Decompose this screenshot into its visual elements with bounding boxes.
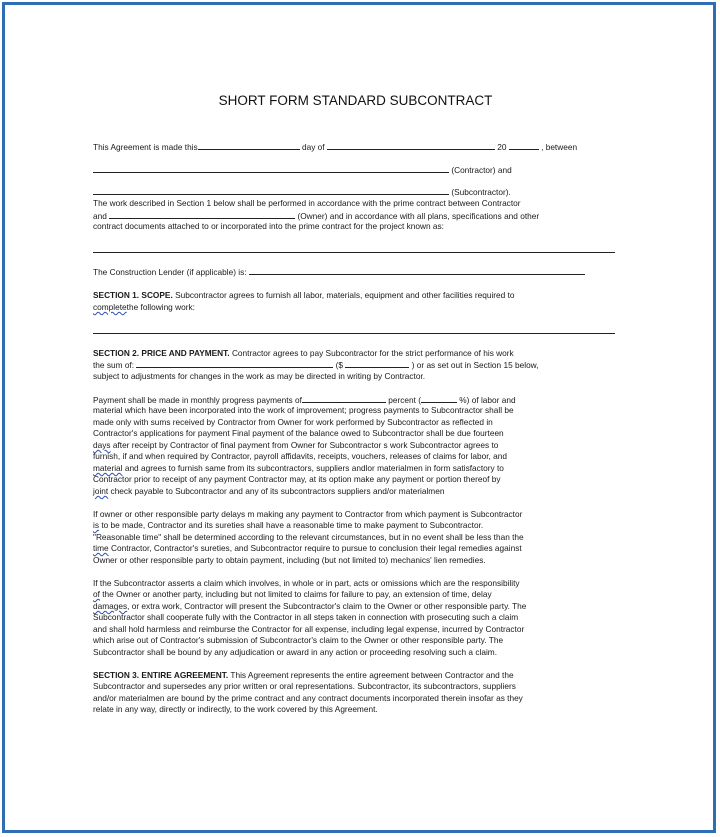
- agreement-year-blank[interactable]: [509, 141, 539, 150]
- section-2-heading: SECTION 2. PRICE AND PAYMENT.: [93, 348, 230, 358]
- section-3-line-2: Subcontractor and supersedes any prior written or oral representations. Subcontractor, its subcontractors, suppliers: [93, 681, 516, 691]
- agreement-month-blank[interactable]: [327, 141, 495, 150]
- claim-line-6: which arise out of Contractor's submission of Subcontractor's claim to the Owner or other responsible party. The: [93, 635, 504, 645]
- claim-line-4: Subcontractor shall cooperate fully with the Contractor in all steps taken in connection with prosecuting such a claim: [93, 612, 519, 622]
- project-name-blank[interactable]: [93, 252, 615, 253]
- payment-line-7: material and agrees to furnish same from its subcontractors, suppliers andlor materialmen in form satisfactory to: [93, 463, 504, 473]
- sum-amount-blank[interactable]: [345, 359, 409, 368]
- scope-work-blank[interactable]: [93, 333, 615, 334]
- claim-line-7: Subcontractor shall be bound by any adjudication or award in any action or proceeding resolving such a claim.: [93, 647, 498, 657]
- delay-line-4: time Contractor, Contractor's sureties, and Subcontractor require to pursue to conclusion their legal remedies against: [93, 543, 522, 553]
- percent-words-blank[interactable]: [302, 394, 386, 403]
- section-3-line-1: SECTION 3. ENTIRE AGREEMENT. This Agreement represents the entire agreement between Contractor and the: [93, 670, 514, 680]
- payment-line-6: furnish, if and when required by Contractor, payroll affidavits, receipts, vouchers, releases of claims for labor, and: [93, 451, 507, 461]
- section-3-line-3: and/or materialmen are bound by the prime contract and any contract documents incorporated therein insofar as they: [93, 693, 523, 703]
- claim-line-5: and shall hold harmless and reimburse the Contractor for all expense, including legal expense, incurred by Contractor: [93, 624, 525, 634]
- section-1-heading: SECTION 1. SCOPE.: [93, 290, 173, 300]
- delay-line-3: "Reasonable time" shall be determined according to the relevant circumstances, but in no event shall be less than the: [93, 532, 524, 542]
- subcontractor-blank[interactable]: [93, 186, 449, 195]
- owner-blank[interactable]: [109, 210, 295, 219]
- payment-line-3: made only with sums received by Contractor from Owner for work performed by Subcontractor as reflected in: [93, 417, 493, 427]
- agreement-date-line: This Agreement is made this day of 20 , between: [93, 142, 578, 152]
- document-title: SHORT FORM STANDARD SUBCONTRACT: [218, 93, 493, 108]
- work-text-line: The work described in Section 1 below shall be performed in accordance with the prime contract between Contractor: [93, 198, 521, 208]
- agreement-day-blank[interactable]: [198, 141, 300, 150]
- contractor-blank[interactable]: [93, 164, 449, 173]
- payment-line-5: days after receipt by Contractor of final payment from Owner for Subcontractor s work Subcontractor agrees to: [93, 440, 499, 450]
- payment-line-8: Contractor prior to receipt of any payment Contractor may, at its option make any payment or portion thereof by: [93, 474, 501, 484]
- payment-line-2: material which have been incorporated into the work of improvement; progress payments to Subcontractor shall be: [93, 405, 514, 415]
- owner-line: and (Owner) and in accordance with all plans, specifications and other: [93, 211, 540, 221]
- lender-line: The Construction Lender (if applicable) is:: [93, 266, 585, 278]
- delay-line-2: is to be made, Contractor and its sureties shall have a reasonable time to make payment to Subcontractor.: [93, 520, 484, 530]
- contractor-line: (Contractor) and: [93, 164, 512, 176]
- section-2-line-3: subject to adjustments for changes in the work as may be directed in writing by Contractor.: [93, 371, 426, 381]
- claim-line-3: damages, or extra work, Contractor will present the Subcontractor's claim to the Owner or other responsible party. The: [93, 601, 527, 611]
- section-3-line-4: relate in any way, directly or indirectly, to the work covered by this Agreement.: [93, 704, 378, 714]
- payment-line-4: Contractor's applications for payment Final payment of the balance owed to Subcontractor shall be due fourteen: [93, 428, 504, 438]
- section-2-line-2: the sum of: ($ ) or as set out in Section 15 below,: [93, 360, 539, 370]
- payment-line-1: Payment shall be made in monthly progress payments of percent ( %) of labor and: [93, 395, 516, 405]
- contract-docs-line: contract documents attached to or incorporated into the prime contract for the project known as:: [93, 221, 444, 231]
- claim-line-1: If the Subcontractor asserts a claim which involves, in whole or in part, acts or omissions which are the responsibility: [93, 578, 520, 588]
- payment-line-9: joint check payable to Subcontractor and any of its subcontractors suppliers and/or materialmen: [93, 486, 445, 496]
- section-1-line-1: SECTION 1. SCOPE. Subcontractor agrees to furnish all labor, materials, equipment and other facilities required to: [93, 290, 515, 300]
- delay-line-5: Owner or other responsible party to obtain payment, including (but not limited to) mechanics' lien remedies.: [93, 555, 486, 565]
- subcontractor-line: (Subcontractor).: [93, 186, 511, 198]
- section-3-heading: SECTION 3. ENTIRE AGREEMENT.: [93, 670, 229, 680]
- delay-line-1: If owner or other responsible party delays m making any payment to Contractor from which payment is Subcontractor: [93, 509, 523, 519]
- claim-line-2: of the Owner or another party, including but not limited to claims for failure to pay, an extension of time, delay: [93, 589, 492, 599]
- sum-words-blank[interactable]: [136, 359, 333, 368]
- percent-number-blank[interactable]: [421, 394, 457, 403]
- section-1-line-2: completethe following work:: [93, 302, 195, 312]
- lender-blank[interactable]: [249, 266, 585, 275]
- section-2-line-1: SECTION 2. PRICE AND PAYMENT. Contractor agrees to pay Subcontractor for the strict performance of his work: [93, 348, 514, 358]
